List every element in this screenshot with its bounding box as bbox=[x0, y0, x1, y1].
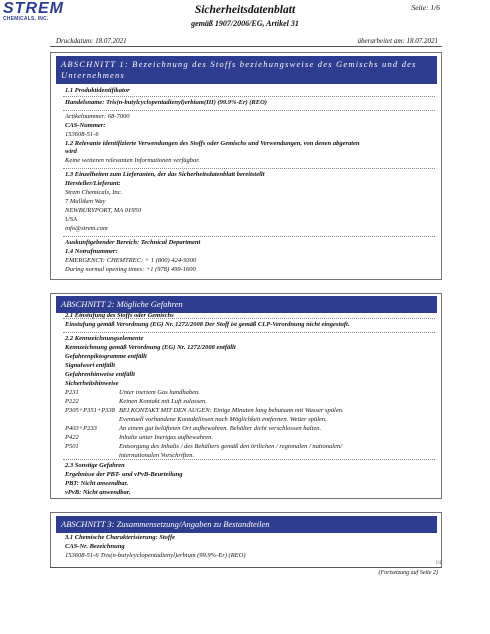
section-1-line: 7 Mulliken Way bbox=[65, 198, 106, 205]
section-2-line: Sicherheitshinweise bbox=[65, 380, 119, 387]
section-1-line: 153608-51-6 bbox=[65, 131, 99, 138]
p-statement-code: P422 bbox=[65, 434, 79, 441]
dotted-divider bbox=[63, 318, 435, 319]
section-1-line: 1.3 Einzelheiten zum Lieferanten, der das Sicherheitsdatenblatt bereitstellt bbox=[65, 171, 265, 178]
section-2-line: Ergebnisse der PBT- und vPvB-Beurteilung bbox=[65, 471, 183, 478]
language-mark: DE bbox=[436, 561, 443, 566]
section-2-line: PBT: Nicht anwendbar. bbox=[65, 480, 129, 487]
section-2-line: Gefahrenhinweise entfällt bbox=[65, 371, 135, 378]
dotted-divider bbox=[63, 459, 435, 460]
page-number: Seite: 1/6 bbox=[411, 3, 440, 12]
section-1-line: USA bbox=[65, 216, 77, 223]
section-1-line: Strem Chemicals, Inc. bbox=[65, 189, 123, 196]
dotted-divider bbox=[63, 168, 435, 169]
section-3-line: 153608-51-6 Tris(n-butylcyclopentadienyl)erbium (99.9%-Er) (REO) bbox=[65, 552, 246, 559]
section-3-line: CAS-Nr. Bezeichnung bbox=[65, 543, 125, 550]
section-1-line: During normal opening times: +1 (978) 499-1600 bbox=[65, 266, 196, 273]
section-1-line: 1.2 Relevante identifizierte Verwendungen des Stoffs oder Gemischs und Verwendungen, von denen abgeraten bbox=[65, 140, 360, 147]
section-2-line: Kennzeichnung gemäß Verordnung (EG) Nr. 1272/2008 entfällt bbox=[65, 344, 236, 351]
print-date: Druckdatum: 18.07.2021 bbox=[56, 37, 127, 45]
section-1-line: Keine weiteren relevanten Informationen verfügbar. bbox=[65, 157, 200, 164]
section-1-line: NEWBURYPORT, MA 01950 bbox=[65, 207, 142, 214]
revision-date: überarbeitet am: 18.07.2021 bbox=[357, 37, 438, 45]
section-1-line: CAS-Nummer: bbox=[65, 122, 106, 129]
section-2-line: 2.2 Kennzeichnungselemente bbox=[65, 335, 144, 342]
dotted-divider bbox=[63, 110, 435, 111]
section-1-line: 1.1 Produktidentifikator bbox=[65, 87, 130, 94]
section-1-line: EMERGENCY: CHEMTREC: + 1 (800) 424-9300 bbox=[65, 257, 197, 264]
dotted-divider bbox=[63, 96, 435, 97]
section-3-heading: ABSCHNITT 3: Zusammensetzung/Angaben zu Bestandteilen bbox=[56, 516, 437, 533]
p-statement-text: An einem gut belüfteten Ort aufbewahren. Behälter dicht verschlossen halten. bbox=[119, 425, 322, 432]
p-statement-text: Eventuell vorhandene Kontaktlinsen nach Möglichkeit entfernen. Weiter spülen. bbox=[119, 416, 327, 423]
logo-wordmark: STREM bbox=[3, 0, 64, 17]
p-statement-text: Inhalte unter Inertgas aufbewahren. bbox=[119, 434, 213, 441]
document-title: Sicherheitsdatenblatt bbox=[194, 4, 296, 16]
section-1-line: 1.4 Notrufnummer: bbox=[65, 248, 118, 255]
section-2-line: Signalwort entfällt bbox=[65, 362, 116, 369]
p-statement-text: BEI KONTAKT MIT DEN AUGEN: Einige Minuten lang behutsam mit Wasser spülen. bbox=[119, 407, 344, 414]
p-statement-text: internationalen Vorschriften. bbox=[119, 452, 195, 459]
section-2-line: vPvB: Nicht anwendbar. bbox=[65, 489, 131, 496]
section-2-heading: ABSCHNITT 2: Mögliche Gefahren bbox=[56, 296, 437, 313]
p-statement-code: P501 bbox=[65, 443, 79, 450]
section-1-line: Artikelnummer: 68-7000 bbox=[65, 113, 130, 120]
p-statement-code: P403+P233 bbox=[65, 425, 97, 432]
p-statement-code: P222 bbox=[65, 398, 79, 405]
section-2-line: 2.3 Sonstige Gefahren bbox=[65, 462, 125, 469]
dotted-divider bbox=[63, 332, 435, 333]
document-subtitle: gemäß 1907/2006/EG, Artikel 31 bbox=[191, 19, 299, 28]
p-statement-code: P231 bbox=[65, 389, 79, 396]
section-3-line: 3.1 Chemische Charakterisierung: Stoffe bbox=[65, 534, 176, 541]
header-rule bbox=[50, 46, 442, 47]
p-statement-code: P305+P351+P338 bbox=[65, 407, 115, 414]
section-1-line: Hersteller/Lieferant: bbox=[65, 180, 121, 187]
section-1-heading: ABSCHNITT 1: Bezeichnung des Stoffs beziehungsweise des Gemischs und des Unternehmens bbox=[56, 56, 437, 84]
logo-subtitle: CHEMICALS, INC. bbox=[3, 16, 49, 22]
p-statement-text: Unter inertem Gas handhaben. bbox=[119, 389, 200, 396]
section-1-line: Handelsname: Tris(n-butylcyclopentadienyl)erbium(III) (99.9%-Er) (REO) bbox=[65, 99, 267, 106]
footer-rule bbox=[50, 567, 442, 568]
section-2-line: 2.1 Einstufung des Stoffs oder Gemischs bbox=[65, 312, 174, 319]
continued-note: (Fortsetzung auf Seite 2) bbox=[378, 570, 438, 576]
section-2-line: Einstufung gemäß Verordnung (EG) Nr. 1272/2008 Der Stoff ist gemäß CLP-Verordnung nicht eingestuft. bbox=[65, 321, 350, 328]
section-1-line: wird bbox=[65, 148, 77, 155]
section-2-line: Gefahrenpiktogramme entfällt bbox=[65, 353, 147, 360]
section-1-line: info@strem.com bbox=[65, 225, 108, 232]
dotted-divider bbox=[63, 236, 435, 237]
section-1-line: Auskunftgebender Bereich: Technical Department bbox=[65, 239, 201, 246]
p-statement-text: Keinen Kontakt mit Luft zulassen. bbox=[119, 398, 207, 405]
p-statement-text: Entsorgung des Inhalts / des Behälters gemäß den örtlichen / regionalen / nationalen/ bbox=[119, 443, 343, 450]
